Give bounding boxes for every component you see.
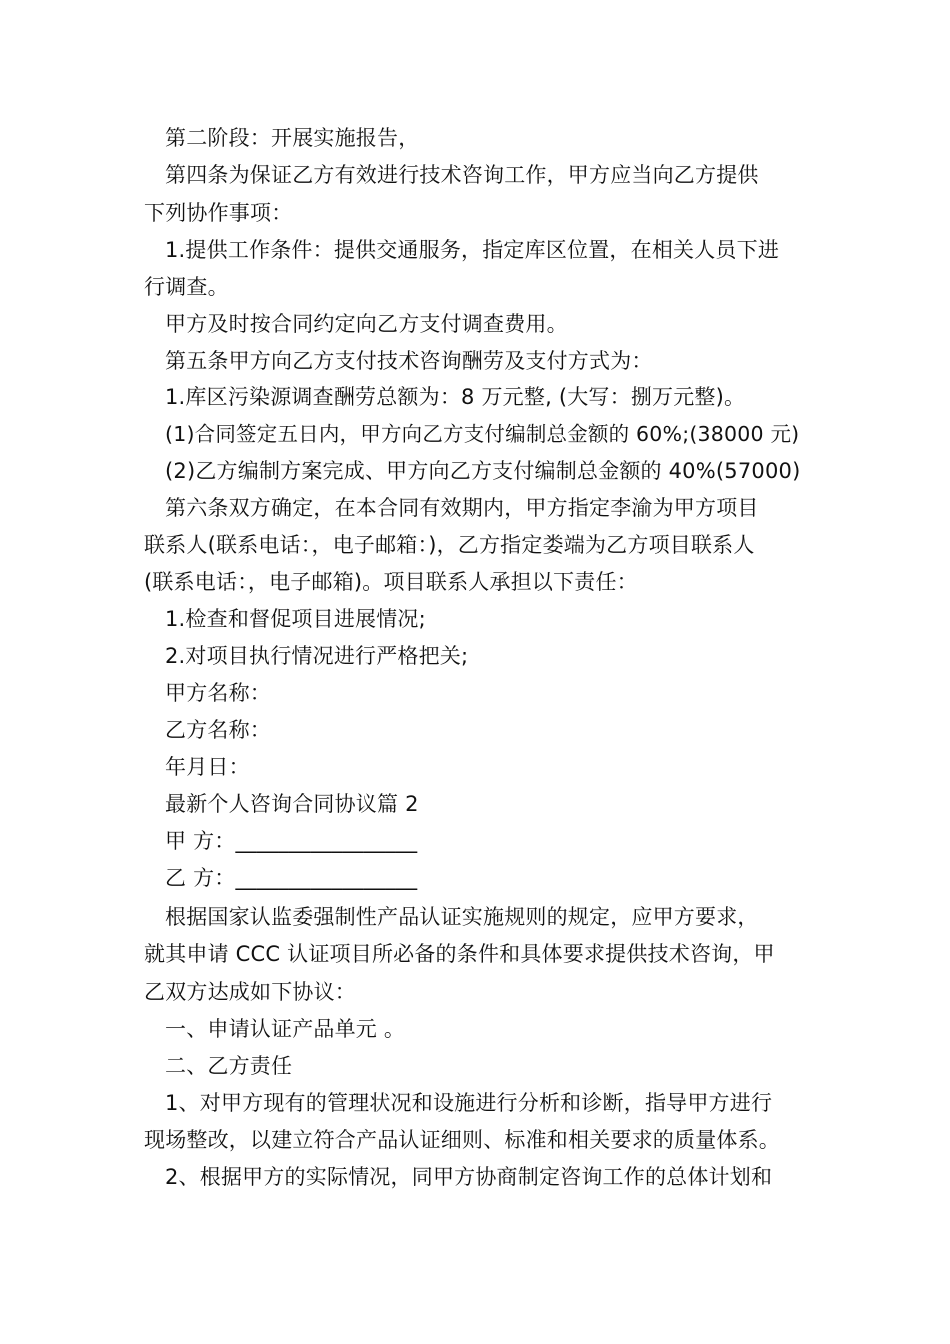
text-line: 2、根据甲方的实际情况，同甲方协商制定咨询工作的总体计划和: [165, 1165, 773, 1189]
text-line: 第四条为保证乙方有效进行技术咨询工作，甲方应当向乙方提供: [165, 163, 759, 187]
text-line: 第二阶段：开展实施报告，: [165, 126, 420, 150]
text-line: 联系人(联系电话：，电子邮箱：)，乙方指定娄端为乙方项目联系人: [144, 533, 755, 557]
text-line: 2.对项目执行情况进行严格把关;: [165, 644, 469, 668]
text-line: 1.库区污染源调查酬劳总额为：8 万元整, (大写：捌万元整)。: [165, 385, 746, 409]
text-line: 甲方名称：: [165, 681, 271, 705]
text-line: 第六条双方确定，在本合同有效期内，甲方指定李渝为甲方项目: [165, 496, 759, 520]
text-line: 1.提供工作条件：提供交通服务，指定库区位置，在相关人员下进: [165, 238, 780, 262]
text-line: 根据国家认监委强制性产品认证实施规则的规定，应甲方要求，: [165, 905, 759, 929]
section-heading: 最新个人咨询合同协议篇 2: [165, 792, 419, 816]
text-line: 甲 方：_________________: [165, 829, 418, 853]
text-line: (联系电话：，电子邮箱)。项目联系人承担以下责任：: [144, 570, 638, 594]
text-line: 乙 方：_________________: [165, 866, 418, 890]
text-line: 1、对甲方现有的管理状况和设施进行分析和诊断，指导甲方进行: [165, 1091, 773, 1115]
text-line: 甲方及时按合同约定向乙方支付调查费用。: [165, 312, 568, 336]
text-line: 第五条甲方向乙方支付技术咨询酬劳及支付方式为：: [165, 349, 653, 373]
text-line: 乙方名称：: [165, 718, 271, 742]
text-line: 现场整改，以建立符合产品认证细则、标准和相关要求的质量体系。: [144, 1128, 780, 1152]
text-line: (2)乙方编制方案完成、甲方向乙方支付编制总金额的 40%(57000): [165, 459, 801, 483]
text-line: 1.检查和督促项目进展情况;: [165, 607, 426, 631]
text-line: 一、申请认证产品单元 。: [165, 1017, 406, 1041]
text-line: 二、乙方责任: [165, 1054, 293, 1078]
text-line: 下列协作事项：: [144, 201, 293, 225]
text-line: 行调查。: [144, 275, 229, 299]
text-line: 年月日：: [165, 755, 250, 779]
text-line: (1)合同签定五日内，甲方向乙方支付编制总金额的 60%;(38000 元): [165, 422, 800, 446]
text-line: 乙双方达成如下协议：: [144, 980, 356, 1004]
text-line: 就其申请 CCC 认证项目所必备的条件和具体要求提供技术咨询，甲: [144, 942, 775, 966]
